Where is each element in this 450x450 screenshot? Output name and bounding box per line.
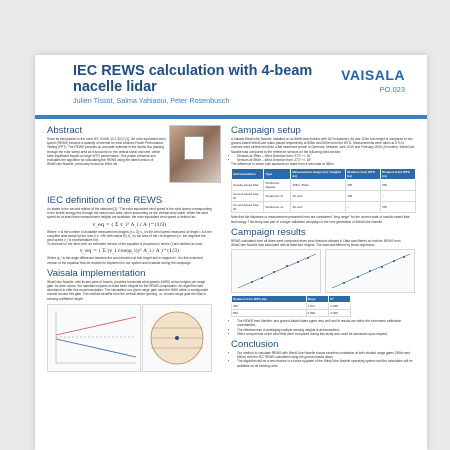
results-figures — [231, 249, 416, 293]
table-row — [232, 180, 416, 191]
table-header-row — [232, 169, 416, 180]
results-text: REWS calculated from all lidars were compared when wind direction allowed it. Data was filtered so that the REWS from WindCube Nacelle was calculated with at least four heights. The data was filtered by linear regression. — [231, 238, 401, 248]
table-header-cell: Distance from WTG (m) — [232, 296, 307, 303]
author-list: Julien Tissot, Salma Yahiaoui, Peter Rosenbusch — [73, 96, 230, 105]
scatter-plot-far — [326, 250, 414, 292]
table-header-row — [232, 296, 351, 303]
list-item: • The effectiveness of averaging multiple sensing heights is demonstrated. — [237, 328, 416, 332]
beam-height-figure — [47, 304, 141, 372]
header-divider — [35, 115, 427, 119]
rews-veer-equation: v_eq = ( Σ (v_i cos(φ_i))³ A_i / A )^(1/3) — [79, 248, 180, 255]
table-cell: WindCube v2 — [264, 191, 291, 202]
brand-logo: VAISALA — [341, 67, 405, 83]
poster-header — [35, 55, 427, 123]
table-cell: 0.998 — [329, 303, 351, 310]
rews-equation: v_eq = ( Σ v_i³ A_i / A )^(1/3) — [92, 221, 167, 228]
list-item: • The algorithm will be a new feature in a future upgrade of the WindCube Nacelle operating system and the calculation will be available on all existing units. — [237, 359, 416, 367]
table-row — [232, 303, 351, 310]
left-column — [47, 125, 212, 374]
table-cell: 1.001 — [306, 303, 329, 310]
poster-title: IEC REWS calculation with 4-beam nacelle lidar — [73, 63, 313, 95]
table-row — [232, 202, 416, 213]
list-item: • Other components of the wind field were compared during this study and could be discussed upon request. — [237, 332, 416, 336]
implementation-heading: Vaisala implementation — [47, 267, 146, 279]
scatter-plot-near — [232, 250, 320, 292]
list-item: • The REWS from Nacelle- and ground-based lidars agree very well and fit results are within the instrument calibration uncertainties. — [237, 319, 416, 327]
poster-code: PO.023 — [379, 85, 405, 94]
table-header-cell: Measurement ranges (m) / heights (m) — [291, 169, 346, 180]
results-bullet-list — [231, 319, 416, 336]
table-header-cell: Distance from WTG (m) — [346, 169, 381, 180]
table-cell: Nacelle-based lidar — [232, 180, 264, 191]
results-table — [231, 295, 351, 317]
abstract-heading: Abstract — [47, 125, 83, 136]
list-item: • Sensors at 395m – Wind Direction from: 273° +/- 16° — [237, 154, 416, 158]
abstract-text: Since its introduction in the norm IEC 61400-12-1:2017 [1], the rotor equivalent wind speed (REWS) became a quantity of interest for wind turbines Power Performance Testing (PPT). The REWS provides an accurate estimate of the kinetic flux passing through the rotor swept area as it accounts for the vertical shear and veer, which have significant impact on large WTG performance. This poster presents and evaluates the algorithm for calculating the REWS using the latest version of WindCube Nacelle, previously known as Wind Iris. — [47, 137, 166, 167]
table-cell: – — [381, 191, 416, 202]
table-cell: – — [346, 202, 381, 213]
table-header-cell: Distance from WTG (m) — [381, 169, 416, 180]
table-header-cell: Instrumentation — [232, 169, 264, 180]
list-item: • Our method to calculate REWS with WindCube Nacelle shows excellent correlation at both studied range gates (395m and 550m) with the IEC REWS calculated using the ground-based lidars. — [237, 351, 416, 359]
campaign-text-3: Note that the distances of measurement presented here are considered "long range" for the current state of nacelle-based lidar technology. This study was part of a larger validation campaign of the new generation of WindCube Nacelle. — [231, 215, 410, 224]
table-cell: 395 — [346, 180, 381, 191]
instrumentation-table — [231, 168, 416, 213]
table-cell: 395 — [346, 191, 381, 202]
list-item: • Sensors at 550m – Wind Direction from: 273° +/- 16° — [237, 158, 416, 162]
table-cell: 40–220 — [291, 191, 346, 202]
table-header-cell: Type — [264, 169, 291, 180]
definition-text-3: To account for the wind veer, an extended version of the equation is proposed in annex Q and defined as such: — [47, 242, 204, 247]
table-cell: 550 — [381, 180, 416, 191]
scatter-figure-far — [325, 249, 415, 293]
table-cell: WindCube v2 — [264, 202, 291, 213]
results-heading: Campaign results — [231, 226, 306, 238]
campaign-sector-list — [231, 154, 416, 162]
campaign-text: A Vaisala WindCube Nacelle, installed on an 8MW wind turbine with 167m diameter (D) and 120m hub height is compared to two ground-based WindCube lidars placed respectively at 595m and 550m from the WTG. Measurements were taken at DTU's onshore wind turbine test field, a flat nearshore terrain in Denmark, between June 2019 and February 2020 (3 months). WindCube Nacelle was compared to the reference sensors on the following wind sectors: — [231, 137, 415, 154]
table-header-cell: Slope — [306, 296, 329, 303]
table-cell: 0.998 — [306, 310, 329, 317]
campaign-heading: Campaign setup — [231, 125, 301, 136]
definition-text-1: As stated in the second edition of the standard [1]: "The rotor equivalent wind speed is the wind speed corresponding to the kinetic energy flux through the swept rotor area, when accounting for the vertical wind shear. When the wind speed for at least three measurement heights are available, the rotor equivalent wind speed is defined as: — [47, 207, 212, 220]
table-cell: 40–220 — [291, 202, 346, 213]
table-header-cell: R² — [329, 296, 351, 303]
definition-heading: IEC definition of the REWS — [47, 195, 163, 206]
campaign-text-2: The difference in sector size accounts for wake from a met mast at 380m. — [231, 162, 335, 167]
table-cell: WindCube Nacelle — [264, 180, 291, 191]
table-cell: 395m, 550m — [291, 180, 346, 191]
implementation-text: WindCube Nacelle, with its two pairs of beams, provides horizontal wind speeds (HWS) at two heights per range gate. As seen above, the standard requires at least three heights for the REWS computation. An algorithm was developed to offer this recommendation. The calculation at a given range gate uses the HWS within a configurable volume around this gate. This method benefits from the vertical beam opening, i.e. at each range gate the lidar is sensing a different height. — [47, 279, 209, 301]
table-cell: 550 — [232, 310, 307, 317]
table-cell: 0.996 — [329, 310, 351, 317]
table-row — [232, 310, 351, 317]
conclusion-heading: Conclusion — [231, 339, 279, 351]
table-cell: Ground-based lidar #1 — [232, 191, 264, 202]
scatter-figure-near — [231, 249, 321, 293]
table-row — [232, 191, 416, 202]
beam-height-plot — [48, 305, 140, 371]
definition-text-4: Where φ_i is the angle difference between the wind direction at hub height and in segment i. It is this extended version of the equation that we decided to implement in our system and evaluate during the campaign. — [47, 256, 203, 265]
rotor-disk-plot — [143, 305, 211, 371]
table-cell: 550 — [381, 202, 416, 213]
right-column — [231, 125, 416, 368]
table-cell: 395 — [232, 303, 307, 310]
implementation-figures — [47, 304, 212, 374]
poster-page — [35, 55, 427, 450]
conclusion-bullet-list — [231, 351, 416, 368]
rotor-disk-figure — [142, 304, 212, 372]
definition-text-2: Where: n is the number of available measurement heights (n ≥ 3); v_i is the wind speed measured at height i; A is the complete area swept by the rotor (i.e. πR² with radius R); A_i is the area of the i-th segment (i.e. the segment the wind speed v_i is representative for). — [47, 229, 212, 243]
table-cell: Ground-based lidar #2 — [232, 202, 264, 213]
nacelle-photo — [169, 125, 221, 183]
